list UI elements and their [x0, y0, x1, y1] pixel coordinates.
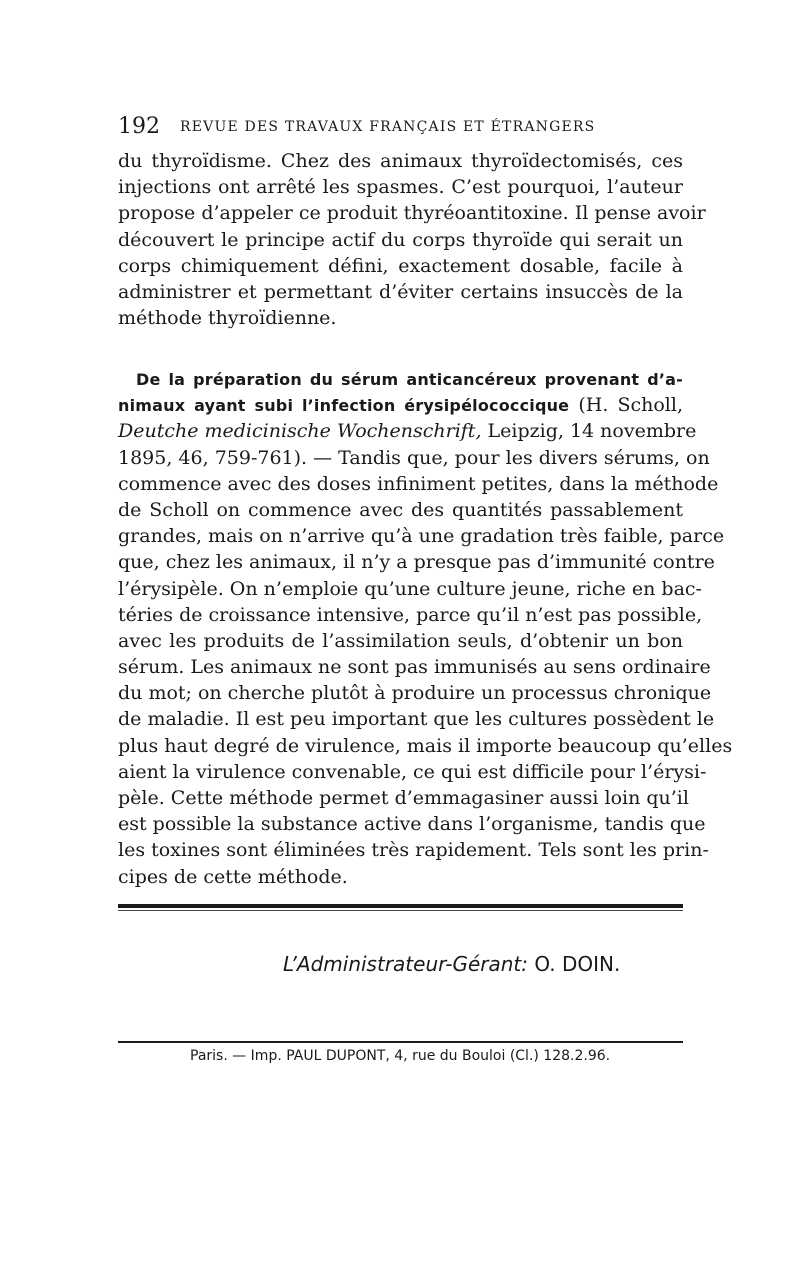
- text-line: de maladie. Il est peu important que les cultures possèdent le: [118, 708, 715, 731]
- end-rule: [118, 904, 683, 908]
- signature-role: L’Administrateur-Gérant:: [283, 952, 528, 976]
- article-title-part: nimaux ayant subi l’infection érysipélococcique: [118, 396, 570, 416]
- text-line: plus haut degré de virulence, mais il importe beaucoup qu’elles: [118, 734, 733, 757]
- text-line: administrer et permettant d’éviter certains insuccès de la: [118, 280, 683, 303]
- text-line: injections ont arrêté les spasmes. C’est pourquoi, l’auteur: [118, 176, 683, 199]
- article-title-part: De la préparation du sérum anticancéreux provenant d’a-: [136, 370, 683, 389]
- text-line: grandes, mais on n’arrive qu’à une gradation très faible, parce: [118, 525, 725, 548]
- page-header: [118, 114, 683, 144]
- text-line: découvert le principe actif du corps thyroïde qui serait un: [118, 228, 683, 251]
- printer-imprint: Paris. — Imp. PAUL DUPONT, 4, rue du Bouloi (Cl.) 128.2.96.: [190, 1048, 611, 1064]
- text-line: les toxines sont éliminées très rapidement. Tels sont les prin-: [118, 839, 709, 862]
- text-line: aient la virulence convenable, ce qui est difficile pour l’érysi-: [118, 760, 707, 783]
- article-title-line: [118, 392, 683, 418]
- article-author: (H. Scholl,: [569, 394, 683, 417]
- text-line: est possible la substance active dans l’organisme, tandis que: [118, 813, 706, 836]
- imprint-rule: [118, 1041, 683, 1043]
- signature-name: O. DOIN.: [528, 952, 621, 976]
- article-citation-line: [118, 418, 697, 444]
- end-rule-secondary: [118, 910, 683, 911]
- text-line: téries de croissance intensive, parce qu’il n’est pas possible,: [118, 603, 703, 626]
- page-number: 192: [118, 114, 160, 139]
- journal-name: Deutche medicinische Wochenschrift,: [118, 420, 482, 443]
- text-line: corps chimiquement défini, exactement dosable, facile à: [118, 254, 683, 277]
- text-line: de Scholl on commence avec des quantités passablement: [118, 498, 683, 521]
- text-line: cipes de cette méthode.: [118, 865, 348, 888]
- text-line: 1895, 46, 759-761). — Tandis que, pour les divers sérums, on: [118, 446, 710, 469]
- text-line: l’érysipèle. On n’emploie qu’une culture jeune, riche en bac-: [118, 577, 702, 600]
- text-line: du mot; on cherche plutôt à produire un processus chronique: [118, 682, 712, 705]
- text-line: sérum. Les animaux ne sont pas immunisés au sens ordinaire: [118, 656, 711, 679]
- citation-detail: Leipzig, 14 novembre: [481, 420, 697, 443]
- text-line: du thyroïdisme. Chez des animaux thyroïdectomisés, ces: [118, 150, 683, 172]
- text-line: avec les produits de l’assimilation seuls, d’obtenir un bon: [118, 629, 683, 652]
- signature: [283, 952, 620, 976]
- paragraph-thyroid: [118, 148, 706, 331]
- text-line: que, chez les animaux, il n’y a presque pas d’immunité contre: [118, 551, 715, 574]
- article-title-line: [118, 366, 683, 392]
- article-scholl: [118, 366, 733, 890]
- text-line: propose d’appeler ce produit thyréoantitoxine. Il pense avoir: [118, 202, 706, 225]
- text-line: méthode thyroïdienne.: [118, 307, 337, 330]
- running-title: REVUE DES TRAVAUX FRANÇAIS ET ÉTRANGERS: [180, 119, 596, 135]
- text-line: pèle. Cette méthode permet d’emmagasiner aussi loin qu’il: [118, 787, 689, 809]
- text-line: commence avec des doses infiniment petites, dans la méthode: [118, 472, 719, 495]
